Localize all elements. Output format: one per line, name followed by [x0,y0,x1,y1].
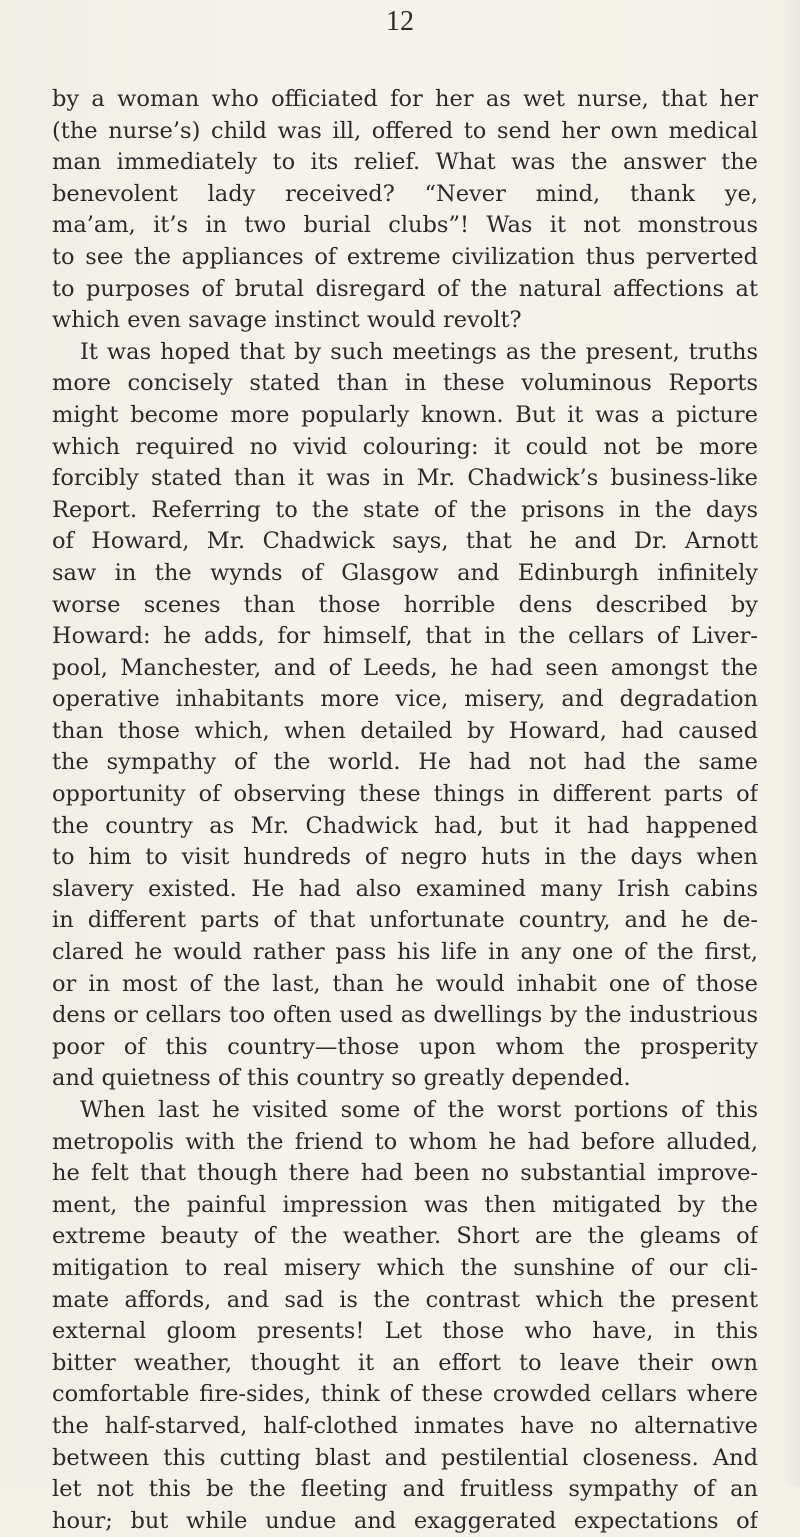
text-line: metropolis with the friend to whom he had before alluded, [52,1128,758,1155]
text-line: poor of this country—those upon whom the prosperity [52,1033,758,1060]
text-line: comfortable fire-sides, think of these crowded cellars where [52,1381,758,1408]
text-line: the sympathy of the world. He had not had the same [52,749,758,776]
text-line: benevolent lady received? “Never mind, thank ye, [52,180,758,207]
text-line: might become more popularly known. But it was a picture [52,401,758,428]
text-line: Howard: he adds, for himself, that in the cellars of Liver- [52,623,758,650]
text-line: to him to visit hundreds of negro huts in the days when [52,844,758,871]
text-line: pool, Manchester, and of Leeds, he had seen amongst the [52,654,758,681]
text-line: mitigation to real misery which the sunshine of our cli- [52,1254,758,1281]
text-line: (the nurse’s) child was ill, offered to send her own medical [52,117,758,144]
text-line: bitter weather, thought it an effort to leave their own [52,1349,758,1376]
text-line: operative inhabitants more vice, misery, and degradation [52,686,758,713]
text-line: saw in the wynds of Glasgow and Edinburgh infinitely [52,559,758,586]
text-line: ment, the painful impression was then mitigated by the [52,1191,758,1218]
text-line: the half-starved, half-clothed inmates have no alternative [52,1412,758,1439]
text-line: When last he visited some of the worst portions of this [80,1097,758,1123]
text-line: and quietness of this country so greatly depended. [52,1065,631,1092]
text-line: or in most of the last, than he would inhabit one of those [52,970,758,997]
text-line: more concisely stated than in these voluminous Reports [52,370,758,397]
text-line: than those which, when detailed by Howard, had caused [52,717,758,744]
page-edge-shadow [782,0,800,1486]
text-line: extreme beauty of the weather. Short are the gleams of [52,1223,758,1250]
text-line: mate affords, and sad is the contrast which the present [52,1286,758,1313]
page-number: 12 [386,6,414,37]
body-text [52,84,758,1537]
text-line: he felt that though there had been no substantial improve- [52,1160,758,1187]
text-line: external gloom presents! Let those who have, in this [52,1318,758,1345]
text-line: dens or cellars too often used as dwellings by the industrious [52,1002,758,1029]
text-line: slavery existed. He had also examined many Irish cabins [52,875,758,902]
text-line: by a woman who officiated for her as wet nurse, that her [52,86,758,112]
text-line: forcibly stated than it was in Mr. Chadwick’s business-like [52,465,758,492]
text-line: worse scenes than those horrible dens described by [52,591,758,618]
text-line: to purposes of brutal disregard of the natural affections at [52,275,758,302]
text-line: in different parts of that unfortunate country, and he de- [52,907,758,934]
text-line: which even savage instinct would revolt? [52,307,522,334]
text-line: opportunity of observing these things in different parts of [52,781,758,808]
text-line: hour; but while undue and exaggerated expectations of [52,1507,758,1534]
text-line: the country as Mr. Chadwick had, but it had happened [52,812,758,839]
text-line: of Howard, Mr. Chadwick says, that he and Dr. Arnott [52,528,758,555]
text-line: Report. Referring to the state of the prisons in the days [52,496,758,523]
text-line: to see the appliances of extreme civilization thus perverted [52,243,758,270]
text-line: It was hoped that by such meetings as the present, truths [80,338,758,365]
text-line: between this cutting blast and pestilential closeness. And [52,1444,758,1471]
text-line: let not this be the fleeting and fruitless sympathy of an [52,1476,758,1503]
text-line: man immediately to its relief. What was the answer the [52,149,758,176]
text-line: clared he would rather pass his life in any one of the first, [52,939,758,966]
text-line: ma’am, it’s in two burial clubs”! Was it not monstrous [52,212,758,239]
text-line: which required no vivid colouring: it could not be more [52,433,758,460]
